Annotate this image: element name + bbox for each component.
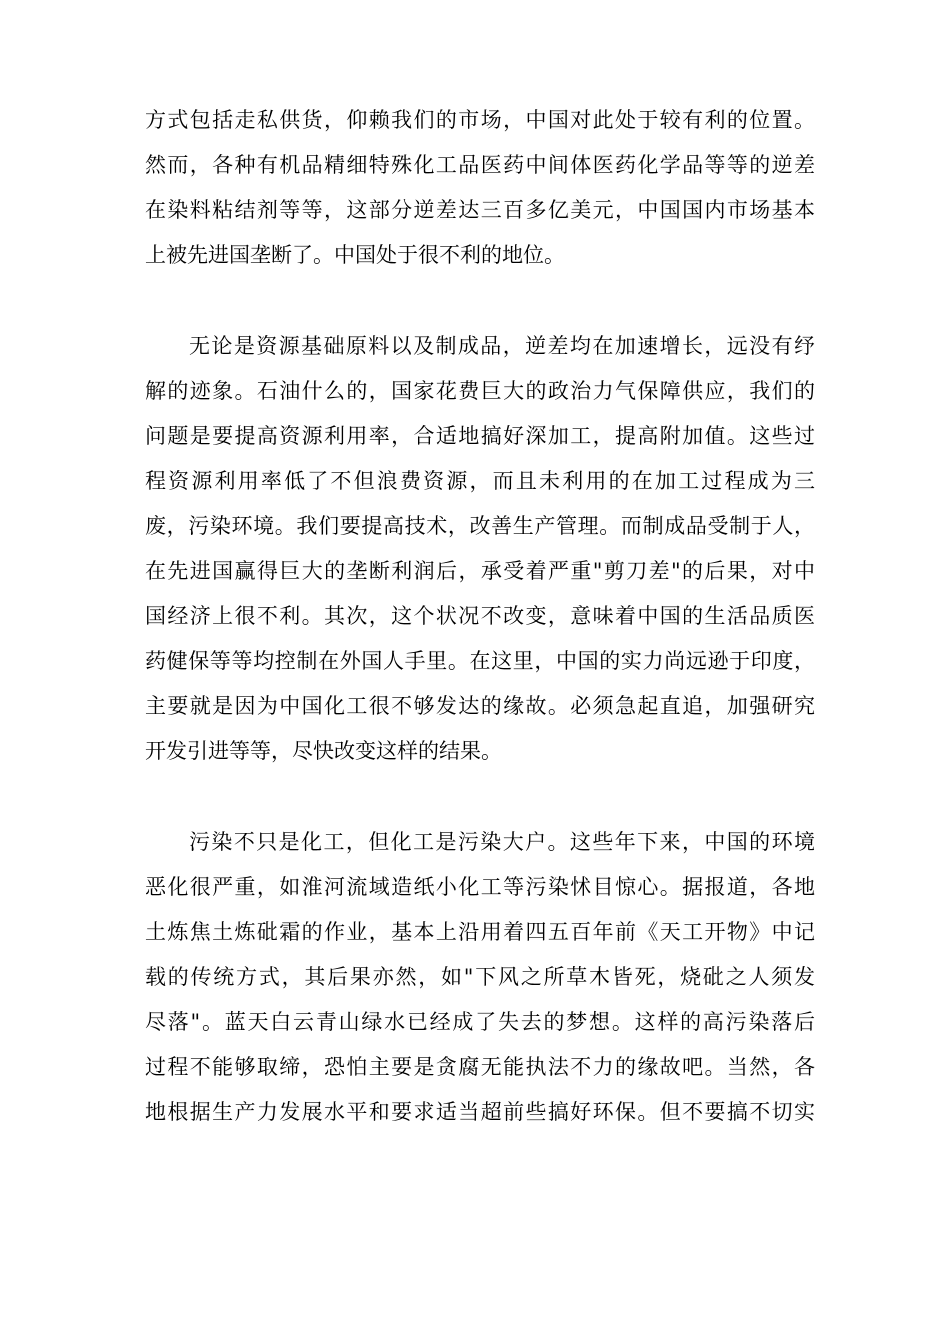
paragraph-line: 在染料粘结剂等等，这部分逆差达三百多亿美元，中国国内市场基本 [145,198,815,222]
paragraph-line: 药健保等等均控制在外国人手里。在这里，中国的实力尚远逊于印度， [145,649,815,673]
paragraph-line: 程资源利用率低了不但浪费资源，而且未利用的在加工过程成为三 [145,469,815,493]
paragraph-line: 在先进国赢得巨大的垄断利润后，承受着严重"剪刀差"的后果，对中 [145,559,815,583]
paragraph-line: 上被先进国垄断了。中国处于很不利的地位。 [145,243,565,267]
paragraph-line: 恶化很严重，如淮河流域造纸小化工等污染怵目惊心。据报道，各地 [145,875,815,899]
paragraph-spacer [145,774,815,820]
paragraph-spacer [145,278,815,324]
paragraph-line: 问题是要提高资源利用率，合适地搞好深加工，提高附加值。这些过 [145,424,815,448]
paragraph-line: 方式包括走私供货，仰赖我们的市场，中国对此处于较有利的位置。 [145,108,815,132]
paragraph-line: 开发引进等等，尽快改变这样的结果。 [145,739,502,763]
paragraph-1 [145,98,815,278]
paragraph-line: 尽落"。蓝天白云青山绿水已经成了失去的梦想。这样的高污染落后 [145,1010,815,1034]
paragraph-line: 解的迹象。石油什么的，国家花费巨大的政治力气保障供应，我们的 [145,379,815,403]
paragraph-3 [145,820,815,1135]
paragraph-line: 地根据生产力发展水平和要求适当超前些搞好环保。但不要搞不切实 [145,1100,815,1124]
paragraph-line: 主要就是因为中国化工很不够发达的缘故。必须急起直追，加强研究 [145,694,815,718]
paragraph-line: 载的传统方式，其后果亦然，如"下风之所草木皆死，烧砒之人须发 [145,965,815,989]
paragraph-2 [145,324,815,774]
paragraph-line: 过程不能够取缔，恐怕主要是贪腐无能执法不力的缘故吧。当然，各 [145,1055,815,1079]
paragraph-line: 然而，各种有机品精细特殊化工品医药中间体医药化学品等等的逆差 [145,153,815,177]
paragraph-line: 废，污染环境。我们要提高技术，改善生产管理。而制成品受制于人， [145,514,815,538]
paragraph-line: 污染不只是化工，但化工是污染大户。这些年下来，中国的环境 [189,830,815,854]
paragraph-line: 国经济上很不利。其次，这个状况不改变，意味着中国的生活品质医 [145,604,815,628]
paragraph-line: 无论是资源基础原料以及制成品，逆差均在加速增长，远没有纾 [189,334,815,358]
document-body [145,98,815,1135]
paragraph-line: 土炼焦土炼砒霜的作业，基本上沿用着四五百年前《天工开物》中记 [145,920,815,944]
